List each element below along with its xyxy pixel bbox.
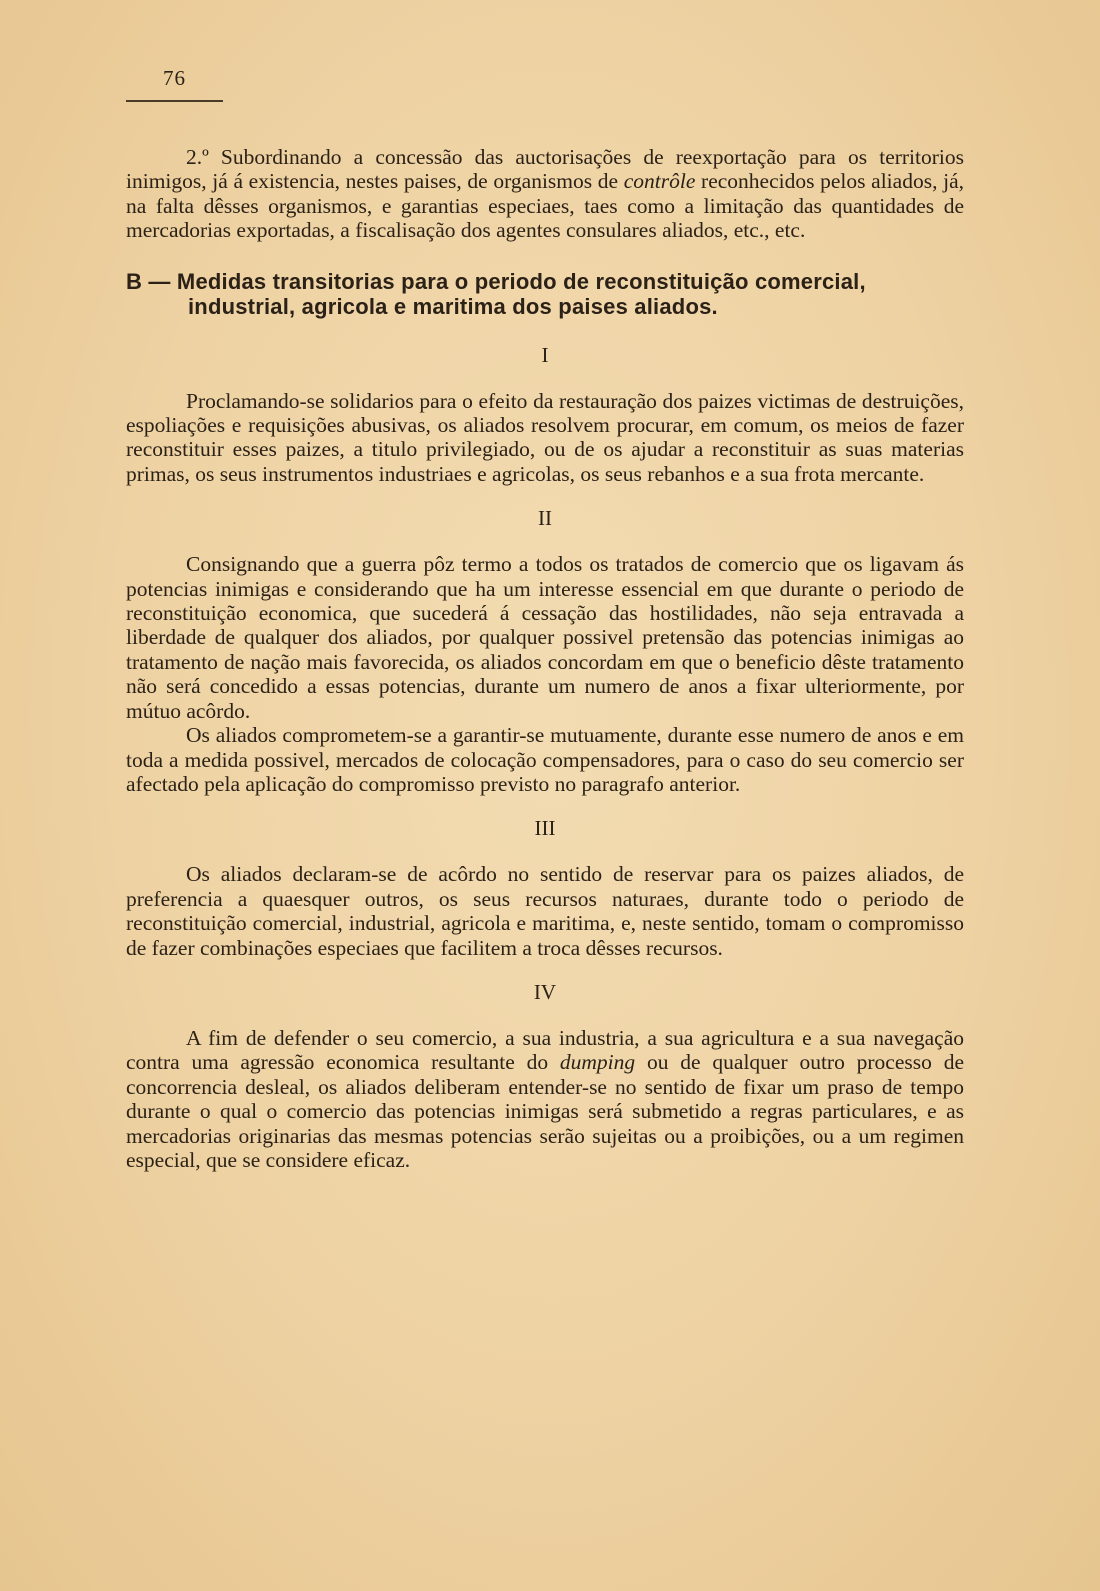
article-1-paragraph: Proclamando-se solidarios para o efeito da restauração dos paizes victimas de destruições, espoliações e requisições abusivas, os aliados resolvem procurar, em comum, os meios de fazer reconstituir esses paizes, a titulo privilegiado, ou de os ajudar a reconstituir as suas materias primas, os seus instrumentos industriaes e agricolas, os seus rebanhos e a sua frota mercante. [126, 388, 964, 486]
article-2-paragraph-1: Consignando que a guerra pôz termo a todos os tratados de comercio que os ligavam ás potencias inimigas e considerando que ha um interesse essencial em que durante o periodo de reconstituição economica, que sucederá á cessação das hostilidades, não seja entravada a liberdade de qualquer dos aliados, por qualquer possivel pretensão das potencias inimigas ao tratamento de nação mais favorecida, os aliados concordam em que o beneficio dêste tratamento não será concedido a essas potencias, durante um numero de anos a fixar ulteriormente, por mútuo acôrdo. [126, 552, 964, 723]
article-3-paragraph: Os aliados declaram-se de acôrdo no sentido de reservar para os paizes aliados, de preferencia a quaesquer outros, os seus recursos naturaes, durante todo o periodo de reconstituição comercial, industrial, agricola e maritima, e, neste sentido, tomam o compromisso de fazer combinações especiaes que facilitem a troca dêsses recursos. [126, 862, 964, 960]
article-4-text-end: ou de qualquer outro processo de concorrencia desleal, os aliados deliberam entender-se no sentido de fixar um praso de tempo durante o qual o comercio das potencias inimigas será submetido a regras particulares, e as mercadorias originarias das mesmas potencias serão sujeitas ou a proibições, ou a um regimen especial, que se considere eficaz. [126, 1050, 964, 1172]
document-body [126, 145, 964, 1172]
article-4-paragraph [126, 1026, 964, 1172]
section-heading-b: B — Medidas transitorias para o periodo de reconstituição comercial, industrial, agricola e maritima dos paises aliados. [126, 268, 866, 319]
article-4-text: A fim de defender o seu comercio, a sua industria, a sua agricultura e a sua navegação contra uma agressão economica resultante do [126, 1025, 964, 1075]
paragraph-2-text-end: reconhecidos pelos aliados, já, na falta dêsses organismos, e garantias especiaes, taes como a limitação das quantidades de mercadorias exportadas, a fiscalisação dos agentes consulares aliados, etc., etc. [126, 169, 964, 243]
article-numeral-3: III [534, 816, 556, 841]
header-rule [126, 100, 223, 102]
paragraph-2 [126, 145, 964, 243]
article-numeral-1: I [541, 342, 549, 367]
article-numeral-2: II [538, 506, 552, 531]
italic-term-dumping: dumping [559, 1050, 636, 1075]
article-2-paragraph-2: Os aliados comprometem-se a garantir-se mutuamente, durante esse numero de anos e em toda a medida possivel, mercados de colocação compensadores, para o caso do seu comercio ser afectado pela aplicação do compromisso previsto no paragrafo anterior. [126, 723, 964, 796]
italic-term-controle: contrôle [623, 169, 696, 194]
page-number: 76 [163, 66, 186, 90]
article-numeral-4: IV [533, 979, 557, 1004]
paragraph-2-text: 2.º Subordinando a concessão das auctorisações de reexportação para os territorios inimigos, já á existencia, nestes paises, de organismos de [126, 145, 964, 194]
